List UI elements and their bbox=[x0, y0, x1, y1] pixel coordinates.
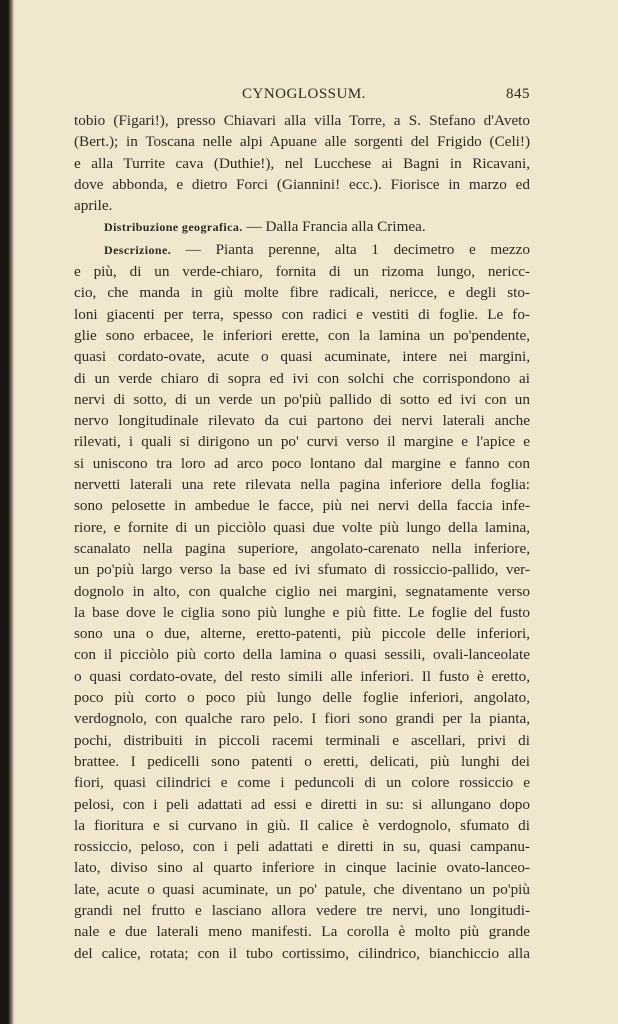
text-line: di un verde chiaro di sopra ed ivi con solchi che corrispondono ai bbox=[74, 369, 530, 387]
distribution-text: — Dalla Francia alla Crimea. bbox=[242, 218, 426, 236]
text-line: fiori, quasi cilindrici e come i peduncoli di un colore rossiccio e bbox=[74, 774, 530, 792]
text-line: nervetti laterali una rete rilevata nella pagina inferiore della foglia: bbox=[74, 476, 530, 494]
text-line: rossiccio, peloso, con i peli adattati e diretti in su, quasi campanu- bbox=[74, 838, 530, 856]
text-line: glie sono erbacee, le inferiori erette, con la lamina un po'pendente, bbox=[74, 326, 530, 344]
book-binding-edge bbox=[0, 0, 14, 1024]
text-line: poco più corto o poco più lungo delle foglie inferiori, angolato, bbox=[74, 689, 530, 707]
paragraph-localities bbox=[74, 110, 530, 216]
text-line: o quasi cordato-ovate, del resto simili alle inferiori. Il fusto è eretto, bbox=[74, 667, 530, 685]
text-line: dove abbonda, e dietro Forci (Giannini! ecc.). Fiorisce in marzo ed bbox=[74, 175, 530, 193]
text-line: e più, di un verde-chiaro, fornita di un rizoma lungo, nericc- bbox=[74, 263, 530, 281]
text-line: verdognolo, con qualche raro pelo. I fiori sono grandi per la pianta, bbox=[74, 710, 530, 728]
text-line: late, acute o quasi acuminate, un po' patule, che diventano un po'più bbox=[74, 880, 530, 898]
description-first-line: — Pianta perenne, alta 1 decimetro e mezzo bbox=[171, 240, 530, 258]
paragraph-distribution bbox=[74, 216, 530, 238]
text-line: quasi cordato-ovate, acute o quasi acuminate, intere nei margini, bbox=[74, 348, 530, 366]
text-line: (Bert.); in Toscana nelle alpi Apuane alle sorgenti del Frigido (Celi!) bbox=[74, 133, 530, 151]
text-line: tobio (Figari!), presso Chiavari alla villa Torre, a S. Stefano d'Aveto bbox=[74, 112, 530, 129]
text-line: brattee. I pedicelli sono patenti o eretti, delicati, più lunghi dei bbox=[74, 752, 530, 770]
text-line: cio, che manda in giù molte fibre radicali, nericce, e degli sto- bbox=[74, 284, 530, 302]
text-line: la base dove le ciglia sono più lunghe e più fitte. Le foglie del fusto bbox=[74, 603, 530, 621]
page-number: 845 bbox=[506, 86, 530, 102]
text-line: la fioritura e si curvano in giù. Il calice è verdognolo, sfumato di bbox=[74, 816, 530, 834]
text-line: e alla Turrite cava (Duthie!), nel Lucchese ai Bagni in Ricavani, bbox=[74, 154, 530, 172]
text-line: con il picciòlo più corto della lamina o quasi sessili, ovali-lanceolate bbox=[74, 646, 530, 664]
text-line: si uniscono tra loro ad arco poco lontano dal margine e fanno con bbox=[74, 454, 530, 472]
text-line: dognolo in alto, con qualche ciglio nei margini, segnatamente verso bbox=[74, 582, 530, 600]
running-title: CYNOGLOSSUM. bbox=[242, 86, 366, 102]
text-line: grandi nel frutto e lasciano allora vedere tre nervi, uno longitudi- bbox=[74, 901, 530, 919]
text-line: nervo longitudinale rilevato da cui partono dei nervi laterali anche bbox=[74, 412, 530, 430]
text-line: lato, diviso sino al quarto inferiore in cinque lacinie ovato-lanceo- bbox=[74, 859, 530, 877]
text-line: riore, e fornite di un picciòlo quasi due volte più lungo della lamina, bbox=[74, 518, 530, 536]
text-line: pelosi, con i peli adattati ad essi e diretti in su: si allungano dopo bbox=[74, 795, 530, 813]
text-line: sono una o due, alterne, eretto-patenti, più piccole delle inferiori, bbox=[74, 625, 530, 643]
page-header bbox=[74, 84, 530, 110]
text-line: pochi, distribuiti in piccoli racemi terminali e ascellari, privi di bbox=[74, 731, 530, 749]
text-line: nale e due laterali meno manifesti. La corolla è molto più grande bbox=[74, 923, 530, 941]
text-line: del calice, rotata; con il tubo cortissimo, cilindrico, bianchiccio alla bbox=[74, 944, 530, 962]
text-line bbox=[74, 216, 530, 238]
text-line: nervi di sotto, di un verde un po'più pallido di sotto ed ivi con un bbox=[74, 390, 530, 408]
text-line: scanalato nella pagina superiore, angolato-carenato nella inferiore, bbox=[74, 539, 530, 557]
paragraph-description bbox=[74, 239, 530, 964]
book-page bbox=[74, 84, 530, 964]
text-line bbox=[74, 239, 530, 261]
text-line: sono pelosette in ambedue le facce, più nei nervi della faccia infe- bbox=[74, 497, 530, 515]
section-label-description: Descrizione. bbox=[104, 242, 172, 257]
text-line: loni giacenti per terra, spesso con radici e vestiti di foglie. Le fo- bbox=[74, 305, 530, 323]
text-line: un po'più largo verso la base ed ivi sfumato di rossiccio-pallido, ver- bbox=[74, 561, 530, 579]
text-line: rilevati, i quali si dirigono un po' curvi verso il margine e l'apice e bbox=[74, 433, 530, 451]
text-line: aprile. bbox=[74, 197, 113, 215]
section-label-distribution: Distribuzione geografica. bbox=[104, 220, 243, 235]
